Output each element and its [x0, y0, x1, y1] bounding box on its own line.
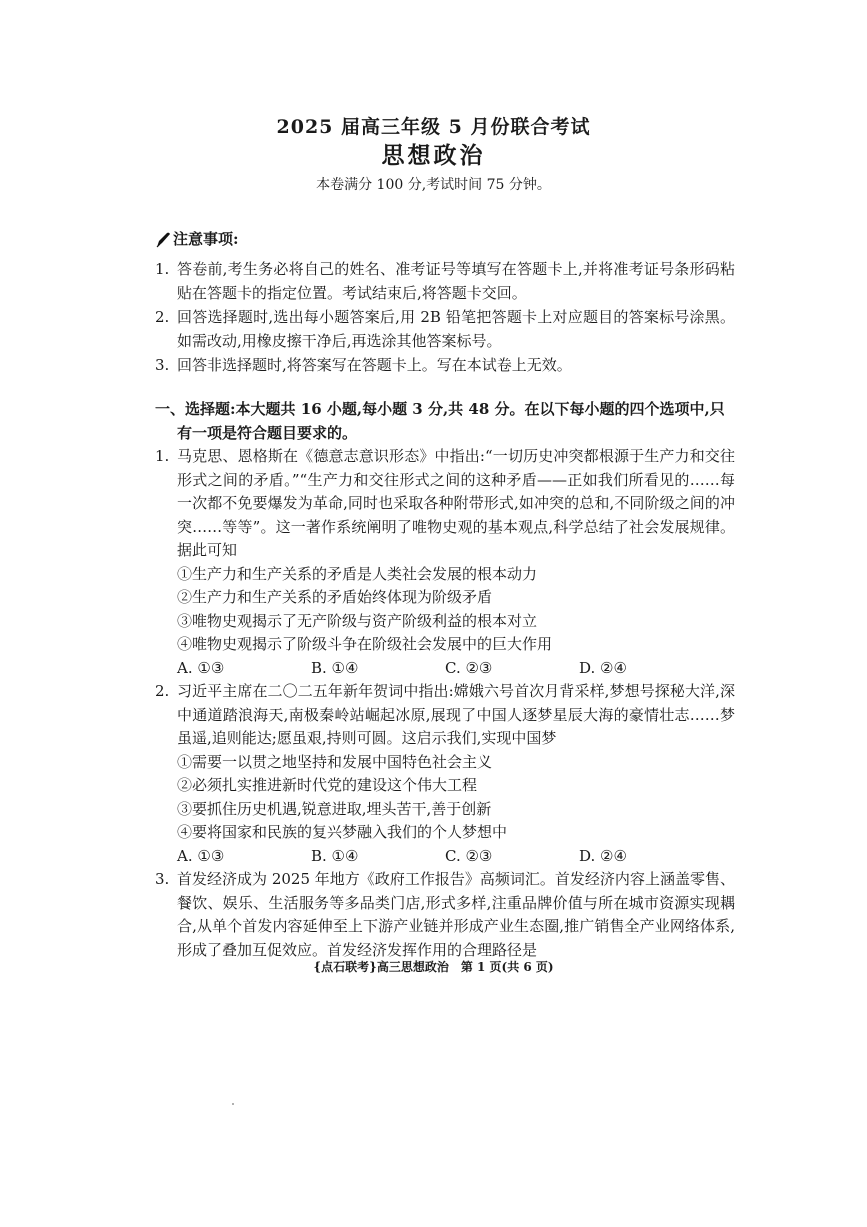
notice-item-num: 2. — [155, 308, 170, 326]
notice-item-text: 回答选择题时,选出每小题答案后,用 2B 铅笔把答题卡上对应题目的答案标号涂黑。如需改动,用橡皮擦干净后,再选涂其他答案标号。 — [177, 308, 735, 350]
answer-choices — [177, 657, 735, 681]
notice-heading-text: 注意事项: — [173, 230, 239, 248]
notice-item — [155, 305, 735, 353]
notice-section — [155, 227, 735, 377]
question-stem: 马克思、恩格斯在《德意志意识形态》中指出:“一切历史冲突都根源于生产力和交往形式之间的矛盾。”“生产力和交往形式之间的这种矛盾——正如我们所看见的……每一次都不免要爆发为革命,同时也采取各种附带形式,如冲突的总和,不同阶级之间的冲突……等等”。这一著作系统阐明了唯物史观的基本观点,科学总结了社会发展规律。据此可知 — [177, 447, 735, 559]
statement-option: ③唯物史观揭示了无产阶级与资产阶级利益的根本对立 — [177, 611, 538, 630]
choice-d: D. ②④ — [579, 658, 627, 677]
question-number: 2. — [155, 682, 170, 700]
statement-option: ②生产力和生产关系的矛盾始终体现为阶级矛盾 — [177, 588, 493, 606]
pen-icon — [155, 231, 171, 247]
choice-a: A. ①③ — [177, 658, 225, 677]
notice-item-num: 1. — [155, 260, 170, 278]
notice-item-text: 答卷前,考生务必将自己的姓名、准考证号等填写在答题卡上,并将准考证号条形码粘贴在答题卡的指定位置。考试结束后,将答题卡交回。 — [177, 260, 735, 302]
question-stem: 习近平主席在二〇二五年新年贺词中指出:嫦娥六号首次月背采样,梦想号探秘大洋,深中通道踏浪海天,南极秦岭站崛起冰原,展现了中国人逐梦星辰大海的豪情壮志……梦虽遥,追则能达;愿虽艰,持则可圆。这启示我们,实现中国梦 — [177, 682, 735, 747]
choice-c: C. ②③ — [445, 846, 493, 865]
exam-header — [0, 114, 867, 196]
question-1 — [155, 445, 735, 680]
notice-item — [155, 257, 735, 305]
exam-subject: 思想政治 — [381, 142, 486, 169]
statement-option: ④唯物史观揭示了阶级斗争在阶级社会发展中的巨大作用 — [177, 635, 553, 653]
statement-option: ①生产力和生产关系的矛盾是人类社会发展的根本动力 — [177, 564, 538, 583]
choice-b: B. ①④ — [311, 846, 359, 865]
question-stem: 首发经济成为 2025 年地方《政府工作报告》高频词汇。首发经济内容上涵盖零售、餐饮、娱乐、生活服务等多品类门店,形式多样,注重品牌价值与所在城市资源实现耦合,从单个首发内容延伸至上下游产业链并形成产业生态圈,推广销售全产业网络体系,形成了叠加互促效应。首发经济发挥作用的合理路径是 — [177, 870, 735, 959]
choice-section — [155, 397, 735, 962]
statement-option: ④要将国家和民族的复兴梦融入我们的个人梦想中 — [177, 823, 508, 841]
question-2 — [155, 680, 735, 868]
statement-option: ①需要一以贯之地坚持和发展中国特色社会主义 — [177, 752, 493, 771]
choice-b: B. ①④ — [311, 658, 359, 677]
choice-d: D. ②④ — [579, 846, 627, 865]
answer-choices — [177, 845, 735, 869]
section-heading: 一、选择题:本大题共 16 小题,每小题 3 分,共 48 分。在以下每小题的四个选项中,只有一项是符合题目要求的。 — [155, 400, 725, 442]
notice-item-num: 3. — [155, 356, 170, 374]
notice-item — [155, 353, 735, 377]
notice-list — [155, 257, 735, 377]
exam-title: 2025 届高三年级 5 月份联合考试 — [276, 116, 591, 138]
exam-info: 本卷满分 100 分,考试时间 75 分钟。 — [316, 177, 551, 193]
statement-option: ③要抓住历史机遇,锐意进取,埋头苦干,善于创新 — [177, 799, 492, 818]
scan-speck — [232, 1103, 234, 1105]
statement-option: ②必须扎实推进新时代党的建设这个伟大工程 — [177, 776, 478, 794]
notice-item-text: 回答非选择题时,将答案写在答题卡上。写在本试卷上无效。 — [177, 356, 572, 374]
question-number: 1. — [155, 447, 170, 465]
notice-heading — [155, 227, 735, 251]
page-footer: {点石联考}高三思想政治 第 1 页(共 6 页) — [313, 960, 554, 974]
choice-a: A. ①③ — [177, 846, 225, 865]
choice-c: C. ②③ — [445, 658, 493, 677]
question-number: 3. — [155, 870, 170, 888]
question-3 — [155, 868, 735, 962]
